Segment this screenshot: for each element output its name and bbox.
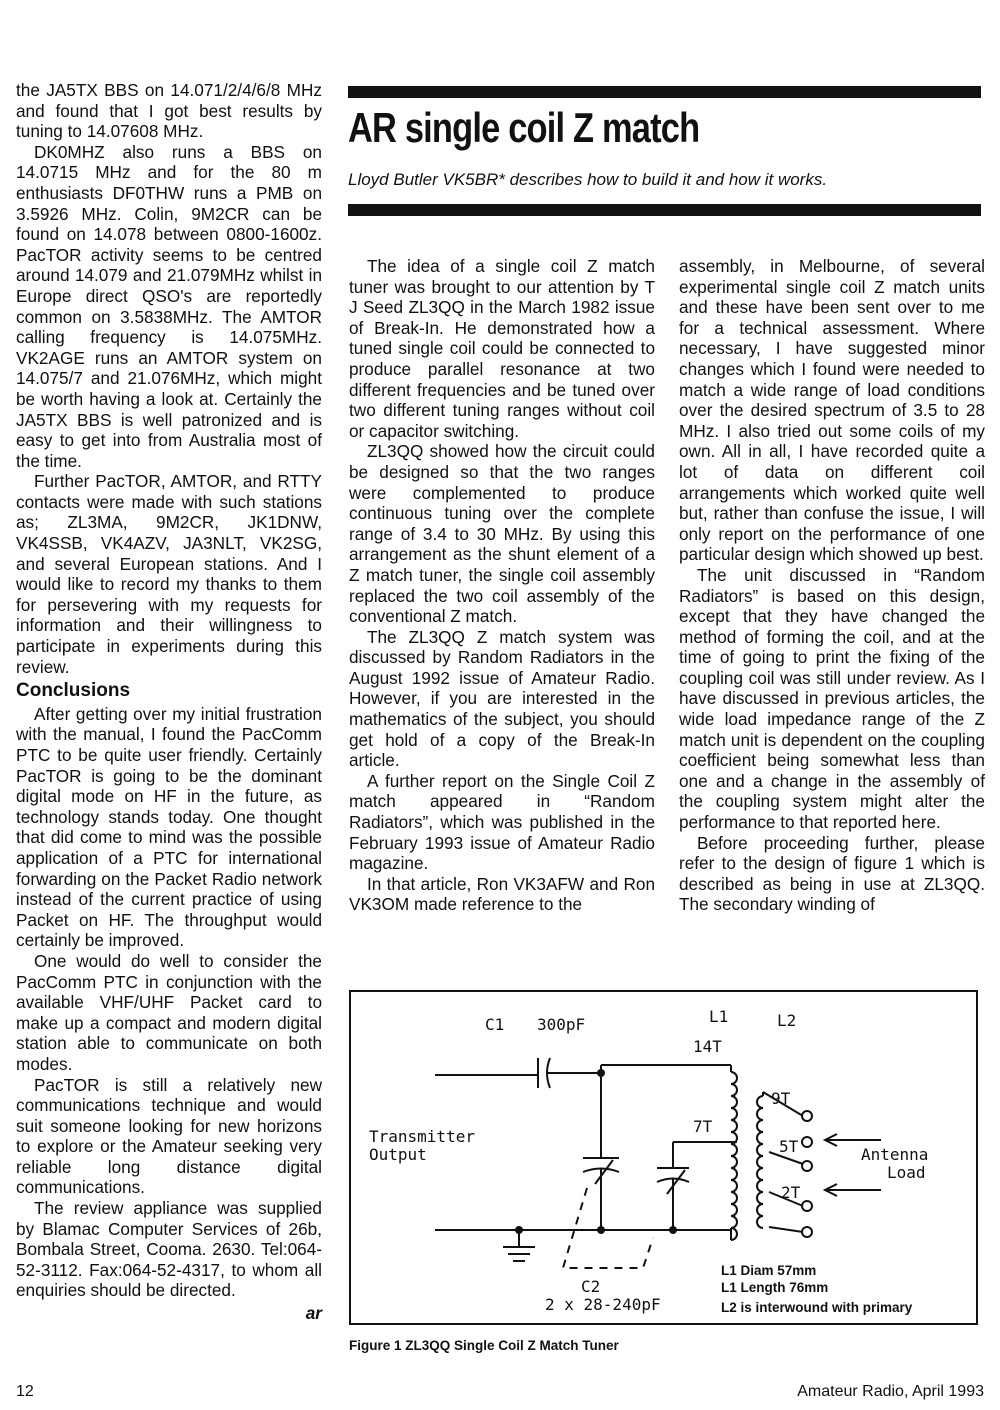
left-paragraph: PacTOR is still a relatively new communications technique and would suit someone looking for new horizons to explore or the Amateur seeking very reliable long distance digital communications. — [16, 1074, 322, 1198]
junction-dot-ground — [515, 1226, 523, 1234]
load-label: Load — [887, 1163, 926, 1182]
output-label: Output — [369, 1145, 427, 1164]
terminal-2t — [802, 1201, 812, 1211]
c2-label: C2 — [581, 1277, 601, 1296]
turns-14-label: 14T — [693, 1037, 722, 1056]
left-paragraph: the JA5TX BBS on 14.071/2/4/6/8 MHz and found that I got best results by tuning to 14.07608 MHz. — [16, 80, 322, 142]
left-column — [16, 80, 322, 1324]
middle-paragraph: The idea of a single coil Z match tuner was brought to our attention by T J Seed ZL3QQ in the March 1982 issue of Break-In. He demonstrated how a tuned single coil could be connected to produce parallel resonance at two different frequencies and be tuned over two different tuning ranges without coil or capacitor switching. — [349, 256, 655, 441]
middle-column — [349, 256, 655, 915]
publication-footer: Amateur Radio, April 1993 — [797, 1383, 984, 1400]
middle-paragraph: In that article, Ron VK3AFW and Ron VK3OM made reference to the — [349, 873, 655, 915]
turns-9-label: 9T — [771, 1089, 791, 1108]
left-paragraph: The review appliance was supplied by Blamac Computer Services of 26b, Bombala Street, Cooma. 2630. Tel:064-52-3112. Fax:064-52-4317, to whom all enquiries should be directed. — [16, 1198, 322, 1301]
right-paragraph: assembly, in Melbourne, of several experimental single coil Z match units and these have been sent over to me for a technical assessment. Where necessary, I have suggested minor changes which I found were needed to match a wide range of load conditions over the desired spectrum of 3.5 to 28 MHz. I also tried out some coils of my own. All in all, I have recorded quite a lot of data on different coil arrangements which worked quite well but, rather than confuse the issue, I will only report on the performance of one particular design which showed up best. — [679, 256, 985, 565]
spec-l1-length: L1 Length 76mm — [721, 1280, 829, 1295]
c2a-variable-arrow — [595, 1160, 613, 1184]
spec-l2-interwound: L2 is interwound with primary — [721, 1300, 913, 1315]
l2-tap-common — [769, 1227, 803, 1232]
page-number: 12 — [16, 1383, 34, 1400]
header-rule-bottom — [348, 204, 981, 216]
ganged-link — [563, 1188, 653, 1268]
article-subtitle: Lloyd Butler VK5BR* describes how to build it and how it works. — [348, 170, 828, 189]
l1-coil — [731, 1072, 737, 1240]
middle-paragraph: A further report on the Single Coil Z match appeared in “Random Radiators”, which was published in the February 1993 issue of Amateur Radio magazine. — [349, 770, 655, 874]
spec-l1-diameter: L1 Diam 57mm — [721, 1263, 817, 1278]
c1-label: C1 — [485, 1015, 505, 1034]
left-paragraph: After getting over my initial frustration with the manual, I found the PacComm PTC to be quite user friendly. Certainly PacTOR is going to be the dominant digital mode on HF in the future, as technology stands today. One thought that did come to mind was the possible application of a PTC for international forwarding on the Packet Radio network instead of the current practice of using Packet on HF. The throughput would certainly be improved. — [16, 703, 322, 951]
middle-paragraph: ZL3QQ showed how the circuit could be designed so that the two ranges were complemented to produce continuous tuning over the complete range of 3.4 to 30 MHz. By using this arrangement as the shunt element of a Z match tuner, the single coil assembly replaced the two coil assembly of the conventional Z match. — [349, 441, 655, 627]
c1-value-label: 300pF — [537, 1015, 586, 1034]
terminal-common — [802, 1227, 812, 1237]
right-paragraph: The unit discussed in “Random Radiators” is based on this design, except that they have changed the method of forming the coil, and at the time of going to print the fixing of the coupling coil was still under review. As I have discussed in previous articles, the wide load impedance range of the Z match unit is dependent on the coupling coefficient being somewhat less than one and a change in the assembly of the coupling system might alter the performance to that reported here. — [679, 564, 985, 833]
l1-label: L1 — [709, 1007, 729, 1026]
sign-off: ar — [305, 1303, 322, 1324]
left-paragraph: Further PacTOR, AMTOR, and RTTY contacts were made with such stations as; ZL3MA, 9M2CR, JK1DNW, VK4SSB, VK4AZV, JA3NLT, VK2SG, and several European stations. And I would like to record my thanks to them for persevering with my requests for information and their willingness to participate in experiments during this review. — [16, 471, 322, 677]
right-column — [679, 256, 985, 915]
conclusions-heading: Conclusions — [16, 680, 131, 702]
right-paragraph: Before proceeding further, please refer to the design of figure 1 which is described as being in use at ZL3QQ. The secondary winding of — [679, 832, 985, 915]
left-paragraph: One would do well to consider the PacComm PTC in conjunction with the available VHF/UHF Packet card to make up a compact and modern digital station able to communicate on both modes. — [16, 950, 322, 1074]
figure-1-schematic — [349, 990, 978, 1325]
terminal-5t — [802, 1161, 812, 1171]
turns-2-label: 2T — [781, 1183, 801, 1202]
l2-coil — [757, 1096, 763, 1228]
header-rule-top — [348, 86, 981, 98]
junction-dot-top — [597, 1069, 605, 1077]
junction-dot-c2b — [669, 1226, 677, 1234]
junction-dot-c2a — [597, 1226, 605, 1234]
c2-value-label: 2 x 28-240pF — [545, 1295, 661, 1314]
middle-paragraph: The ZL3QQ Z match system was discussed by Random Radiators in the August 1992 issue of Amateur Radio. However, if you are interested in the mathematics of the subject, you should get hold of a copy of the Break-In article. — [349, 626, 655, 771]
l2-label: L2 — [777, 1011, 797, 1030]
figure-caption: Figure 1 ZL3QQ Single Coil Z Match Tuner — [349, 1338, 619, 1353]
turns-7-label: 7T — [693, 1117, 713, 1136]
article-title: AR single coil Z match — [348, 104, 700, 151]
terminal-a — [802, 1137, 812, 1147]
transmitter-label: Transmitter — [369, 1127, 475, 1146]
left-paragraph: DK0MHZ also runs a BBS on 14.0715 MHz and for the 80 m enthusiasts DF0THW runs a PMB on 3.5926 MHz. Colin, 9M2CR can be found on 14.078 between 0800-1600z. PacTOR activity seems to be centred around 14.079 and 21.079MHz whilst in Europe direct QSO's are reportedly common on 3.5838MHz. The AMTOR calling frequency is 14.075MHz. VK2AGE runs an AMTOR system on 14.075/7 and 21.076MHz, which might be worth having a look at. Certainly the JA5TX BBS is well patronized and is easy to get into from Australia most of the time. — [16, 141, 322, 471]
turns-5-label: 5T — [779, 1137, 799, 1156]
schematic-drawing — [351, 992, 976, 1323]
terminal-9t — [802, 1111, 812, 1121]
c2b-variable-arrow — [667, 1170, 685, 1194]
antenna-label: Antenna — [861, 1145, 929, 1164]
